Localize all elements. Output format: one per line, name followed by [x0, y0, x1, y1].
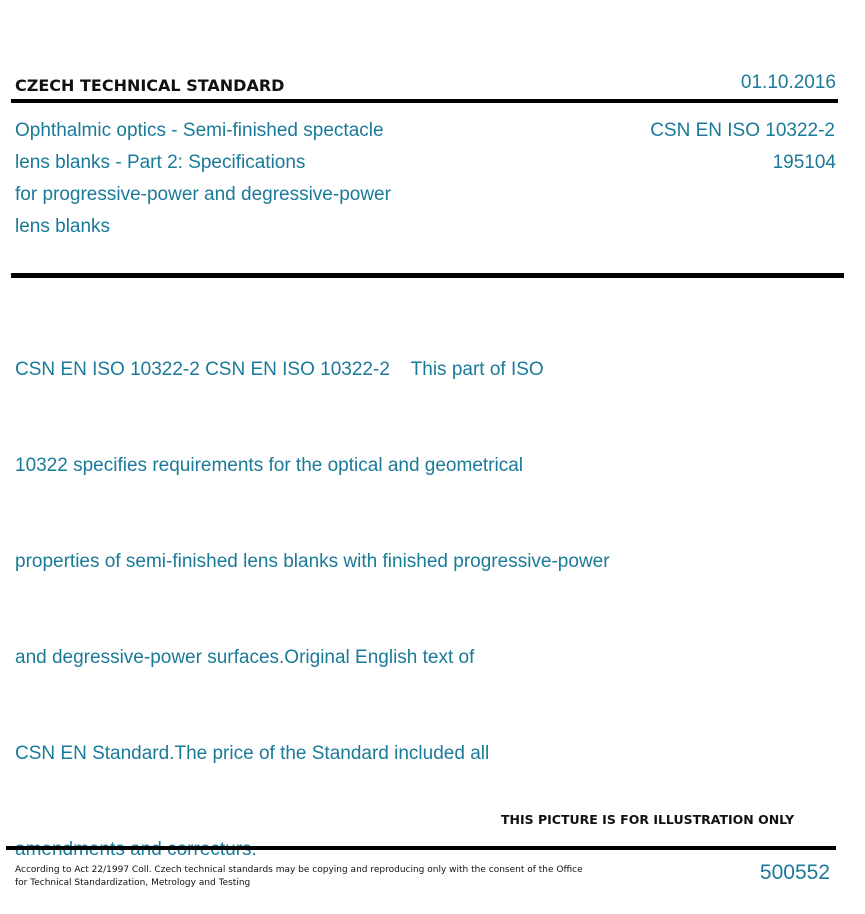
- classification-code: 195104: [772, 152, 836, 173]
- document-id: 500552: [759, 861, 830, 884]
- standard-title-line: for progressive-power and degressive-power: [15, 184, 391, 205]
- abstract-line: [15, 834, 715, 866]
- standard-title: [15, 115, 455, 243]
- standard-title-line: Ophthalmic optics - Semi-finished spectacle: [15, 120, 384, 141]
- footer-divider: [6, 846, 836, 850]
- illustration-disclaimer: THIS PICTURE IS FOR ILLUSTRATION ONLY: [501, 812, 795, 827]
- legal-notice-line: According to Act 22/1997 Coll. Czech technical standards may be copying and reproducing only with the consent of the Office: [15, 865, 583, 875]
- legal-notice: [15, 864, 583, 890]
- standard-title-line: lens blanks - Part 2: Specifications: [15, 152, 306, 173]
- abstract-line: properties of semi-finished lens blanks with finished progressive-power: [15, 551, 610, 572]
- publication-date: 01.10.2016: [740, 72, 836, 93]
- legal-notice-line: for Technical Standardization, Metrology and Testing: [15, 878, 251, 888]
- standard-number: CSN EN ISO 10322-2: [650, 120, 835, 141]
- standard-title-line: lens blanks: [15, 216, 111, 237]
- abstract-text: [15, 290, 715, 898]
- abstract-line: and degressive-power surfaces.Original English text of: [15, 647, 475, 668]
- abstract-line: CSN EN ISO 10322-2 CSN EN ISO 10322-2 This part of ISO: [15, 359, 544, 380]
- document-type-label: CZECH TECHNICAL STANDARD: [15, 76, 285, 95]
- abstract-line: CSN EN Standard.The price of the Standard included all: [15, 743, 490, 764]
- header-divider: [11, 99, 838, 103]
- section-divider: [11, 273, 844, 278]
- abstract-line: 10322 specifies requirements for the optical and geometrical: [15, 455, 524, 476]
